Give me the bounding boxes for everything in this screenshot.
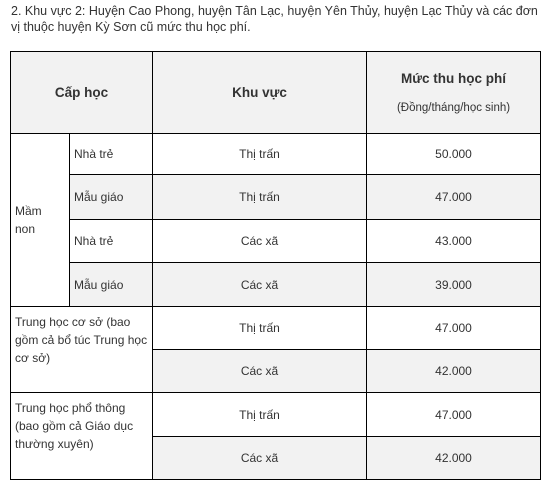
row-fee: 43.000 <box>367 220 541 263</box>
row-fee: 50.000 <box>367 134 541 175</box>
row-fee: 42.000 <box>367 437 541 480</box>
row-area: Các xã <box>153 263 367 307</box>
table-row <box>11 263 541 307</box>
header-level: Cấp học <box>11 52 153 134</box>
table-row <box>11 393 541 437</box>
table-header-row <box>11 52 541 134</box>
row-area: Các xã <box>153 220 367 263</box>
table-row <box>11 175 541 220</box>
row-area: Thị trấn <box>153 175 367 220</box>
row-area: Các xã <box>153 350 367 393</box>
row-sub-level: Nhà trẻ <box>70 220 153 263</box>
tuition-fee-table <box>10 51 541 480</box>
intro-paragraph: 2. Khu vực 2: Huyện Cao Phong, huyện Tân Lạc, huyện Yên Thủy, huyện Lạc Thủy và các đơn vị thuộc huyện Kỳ Sơn cũ mức thu học phí. <box>11 4 538 34</box>
row-fee: 47.000 <box>367 393 541 437</box>
group-thcs: Trung học cơ sở (bao gồm cả bổ túc Trung học cơ sở) <box>11 307 153 393</box>
header-fee-unit: (Đồng/tháng/học sinh) <box>396 102 511 114</box>
row-sub-level: Nhà trẻ <box>70 134 153 175</box>
header-fee <box>367 52 541 134</box>
row-area: Thị trấn <box>153 134 367 175</box>
row-fee: 47.000 <box>367 175 541 220</box>
group-thpt: Trung học phổ thông (bao gồm cả Giáo dục thường xuyên) <box>11 393 153 480</box>
row-area: Các xã <box>153 437 367 480</box>
header-area: Khu vực <box>153 52 367 134</box>
table-row <box>11 134 541 175</box>
row-area: Thị trấn <box>153 393 367 437</box>
table-row <box>11 220 541 263</box>
header-fee-title: Mức thu học phí <box>401 71 507 86</box>
group-mam-non: Mầm non <box>11 134 70 307</box>
row-sub-level: Mẫu giáo <box>70 263 153 307</box>
row-sub-level: Mẫu giáo <box>70 175 153 220</box>
row-area: Thị trấn <box>153 307 367 350</box>
row-fee: 47.000 <box>367 307 541 350</box>
row-fee: 39.000 <box>367 263 541 307</box>
row-fee: 42.000 <box>367 350 541 393</box>
table-row <box>11 307 541 350</box>
